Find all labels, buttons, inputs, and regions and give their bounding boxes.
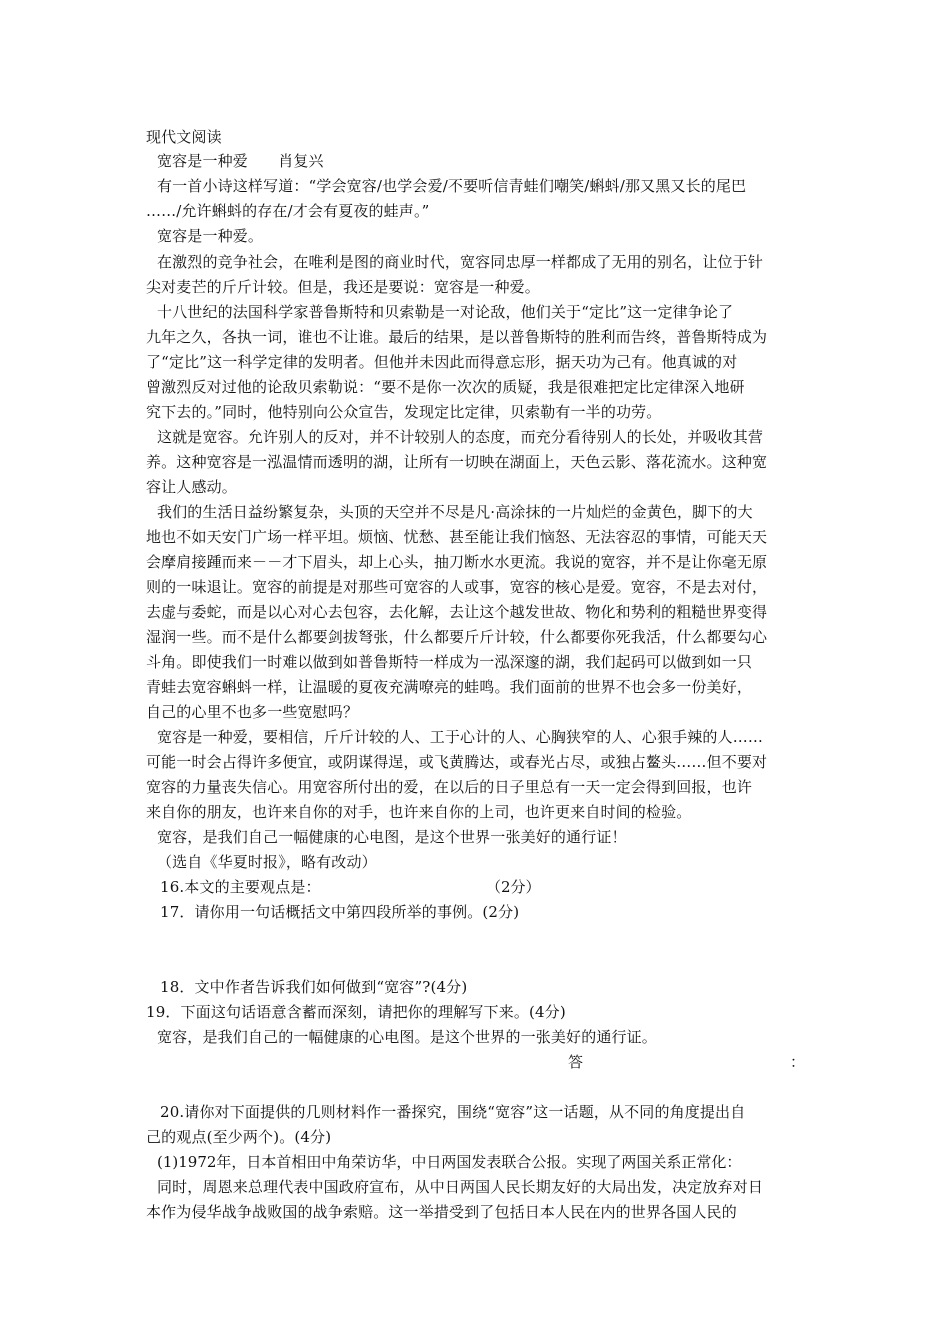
question-19: 19．下面这句话语意含蓄而深刻，请把你的理解写下来。(4分) (146, 1003, 566, 1021)
paragraph-line: 这就是宽容。允许别人的反对，并不计较别人的态度，而充分看待别人的长处，并吸收其营 (157, 428, 764, 446)
article-heading: 宽容是一种爱 肖复兴 (157, 152, 324, 170)
question-20-continued: 己的观点(至少两个)。(4分) (146, 1128, 332, 1146)
section-title: 现代文阅读 (146, 128, 222, 146)
material-2: 同时，周恩来总理代表中国政府宣布，从中日两国人民长期友好的大局出发，决定放弃对日 (157, 1178, 764, 1196)
paragraph-line: ……/允许蝌蚪的存在/才会有夏夜的蛙声。” (146, 202, 430, 220)
question-19-quote: 宽容，是我们自己的一幅健康的心电图。是这个世界的一张美好的通行证。 (157, 1028, 657, 1046)
question-17: 17．请你用一句话概括文中第四段所举的事例。(2分) (160, 903, 520, 921)
paragraph-line: 斗角。即使我们一时难以做到如普鲁斯特一样成为一泓深邃的湖，我们起码可以做到如一只 (146, 653, 753, 671)
paragraph-line: 容让人感动。 (146, 478, 237, 496)
paragraph-line: 了“定比”这一科学定律的发明者。但他并未因此而得意忘形，据天功为己有。他真诚的对 (146, 353, 738, 371)
paragraph-line: 来自你的朋友，也许来自你的对手，也许来自你的上司，也许更来自时间的检验。 (146, 803, 692, 821)
paragraph-line: 则的一味退让。宽容的前提是对那些可宽容的人或事，宽容的核心是爱。宽容，不是去对付， (146, 578, 768, 596)
paragraph-line: 宽容，是我们自己一幅健康的心电图，是这个世界一张美好的通行证！ (157, 828, 627, 846)
paragraph-line: 有一首小诗这样写道：“学会宽容/也学会爱/不要听信青蛙们嘲笑/蝌蚪/那又黑又长的尾巴 (157, 177, 747, 195)
paragraph-line: 地也不如天安门广场一样平坦。烦恼、忧愁、甚至能让我们恼怒、无法容忍的事情，可能天天 (146, 528, 768, 546)
paragraph-line: 曾激烈反对过他的论敌贝索勒说：“要不是你一次次的质疑，我是很难把定比定律深入地研 (146, 378, 745, 396)
answer-colon: ： (790, 1053, 806, 1071)
paragraph-line: 宽容的力量丧失信心。用宽容所付出的爱，在以后的日子里总有一天一定会得到回报，也许 (146, 778, 753, 796)
paragraph-line: 究下去的。”同时，他特别向公众宣告，发现定比定律，贝索勒有一半的功劳。 (146, 403, 662, 421)
question-16: 16.本文的主要观点是： (160, 878, 321, 896)
paragraph-line: 可能一时会占得许多便宜，或阴谋得逞，或飞黄腾达，或春光占尽，或独占鳌头……但不要对 (146, 753, 768, 771)
paragraph-line: 会摩肩接踵而来－－才下眉头，却上心头，抽刀断水水更流。我说的宽容，并不是让你毫无原 (146, 553, 768, 571)
material-1: (1)1972年，日本首相田中角荣访华，中日两国发表联合公报。实现了两国关系正常化： (157, 1153, 742, 1171)
paragraph-line: 自己的心里不也多一些宽慰吗？ (146, 703, 359, 721)
paragraph-line: 去虚与委蛇，而是以心对心去包容，去化解，去让这个越发世故、物化和势利的粗糙世界变得 (146, 603, 768, 621)
paragraph-line: 青蛙去宽容蝌蚪一样，让温暖的夏夜充满嘹亮的蛙鸣。我们面前的世界不也会多一份美好， (146, 678, 753, 696)
paragraph-line: 湿润一些。而不是什么都要剑拔弩张，什么都要斤斤计较，什么都要你死我活，什么都要勾心 (146, 628, 768, 646)
paragraph-line: 我们的生活日益纷繁复杂，头顶的天空并不尽是凡·高涂抹的一片灿烂的金黄色，脚下的大 (157, 503, 753, 521)
paragraph-line: 养。这种宽容是一泓温情而透明的湖，让所有一切映在湖面上，天色云影、落花流水。这种宽 (146, 453, 768, 471)
material-3: 本作为侵华战争战败国的战争索赔。这一举措受到了包括日本人民在内的世界各国人民的 (146, 1203, 737, 1221)
paragraph-line: 在激烈的竞争社会，在唯利是图的商业时代，宽容同忠厚一样都成了无用的别名，让位于针 (157, 253, 764, 271)
paragraph-line: 宽容是一种爱。 (157, 227, 264, 245)
paragraph-line: 宽容是一种爱，要相信，斤斤计较的人、工于心计的人、心胸狭窄的人、心狠手辣的人…… (157, 728, 764, 746)
answer-label: 答 (568, 1053, 584, 1071)
question-18: 18．文中作者告诉我们如何做到“宽容”?(4分) (160, 978, 468, 996)
paragraph-line: 尖对麦芒的斤斤计较。但是，我还是要说：宽容是一种爱。 (146, 278, 540, 296)
paragraph-line: 十八世纪的法国科学家普鲁斯特和贝索勒是一对论敌，他们关于“定比”这一定律争论了 (157, 303, 734, 321)
source-note: （选自《华夏时报》，略有改动） (157, 853, 377, 871)
paragraph-line: 九年之久，各执一词，谁也不让谁。最后的结果，是以普鲁斯特的胜利而告终，普鲁斯特成为 (146, 328, 768, 346)
question-20: 20.请你对下面提供的几则材料作一番探究，围绕“宽容”这一话题，从不同的角度提出自 (160, 1103, 746, 1121)
question-16-score: （2分） (486, 878, 541, 896)
